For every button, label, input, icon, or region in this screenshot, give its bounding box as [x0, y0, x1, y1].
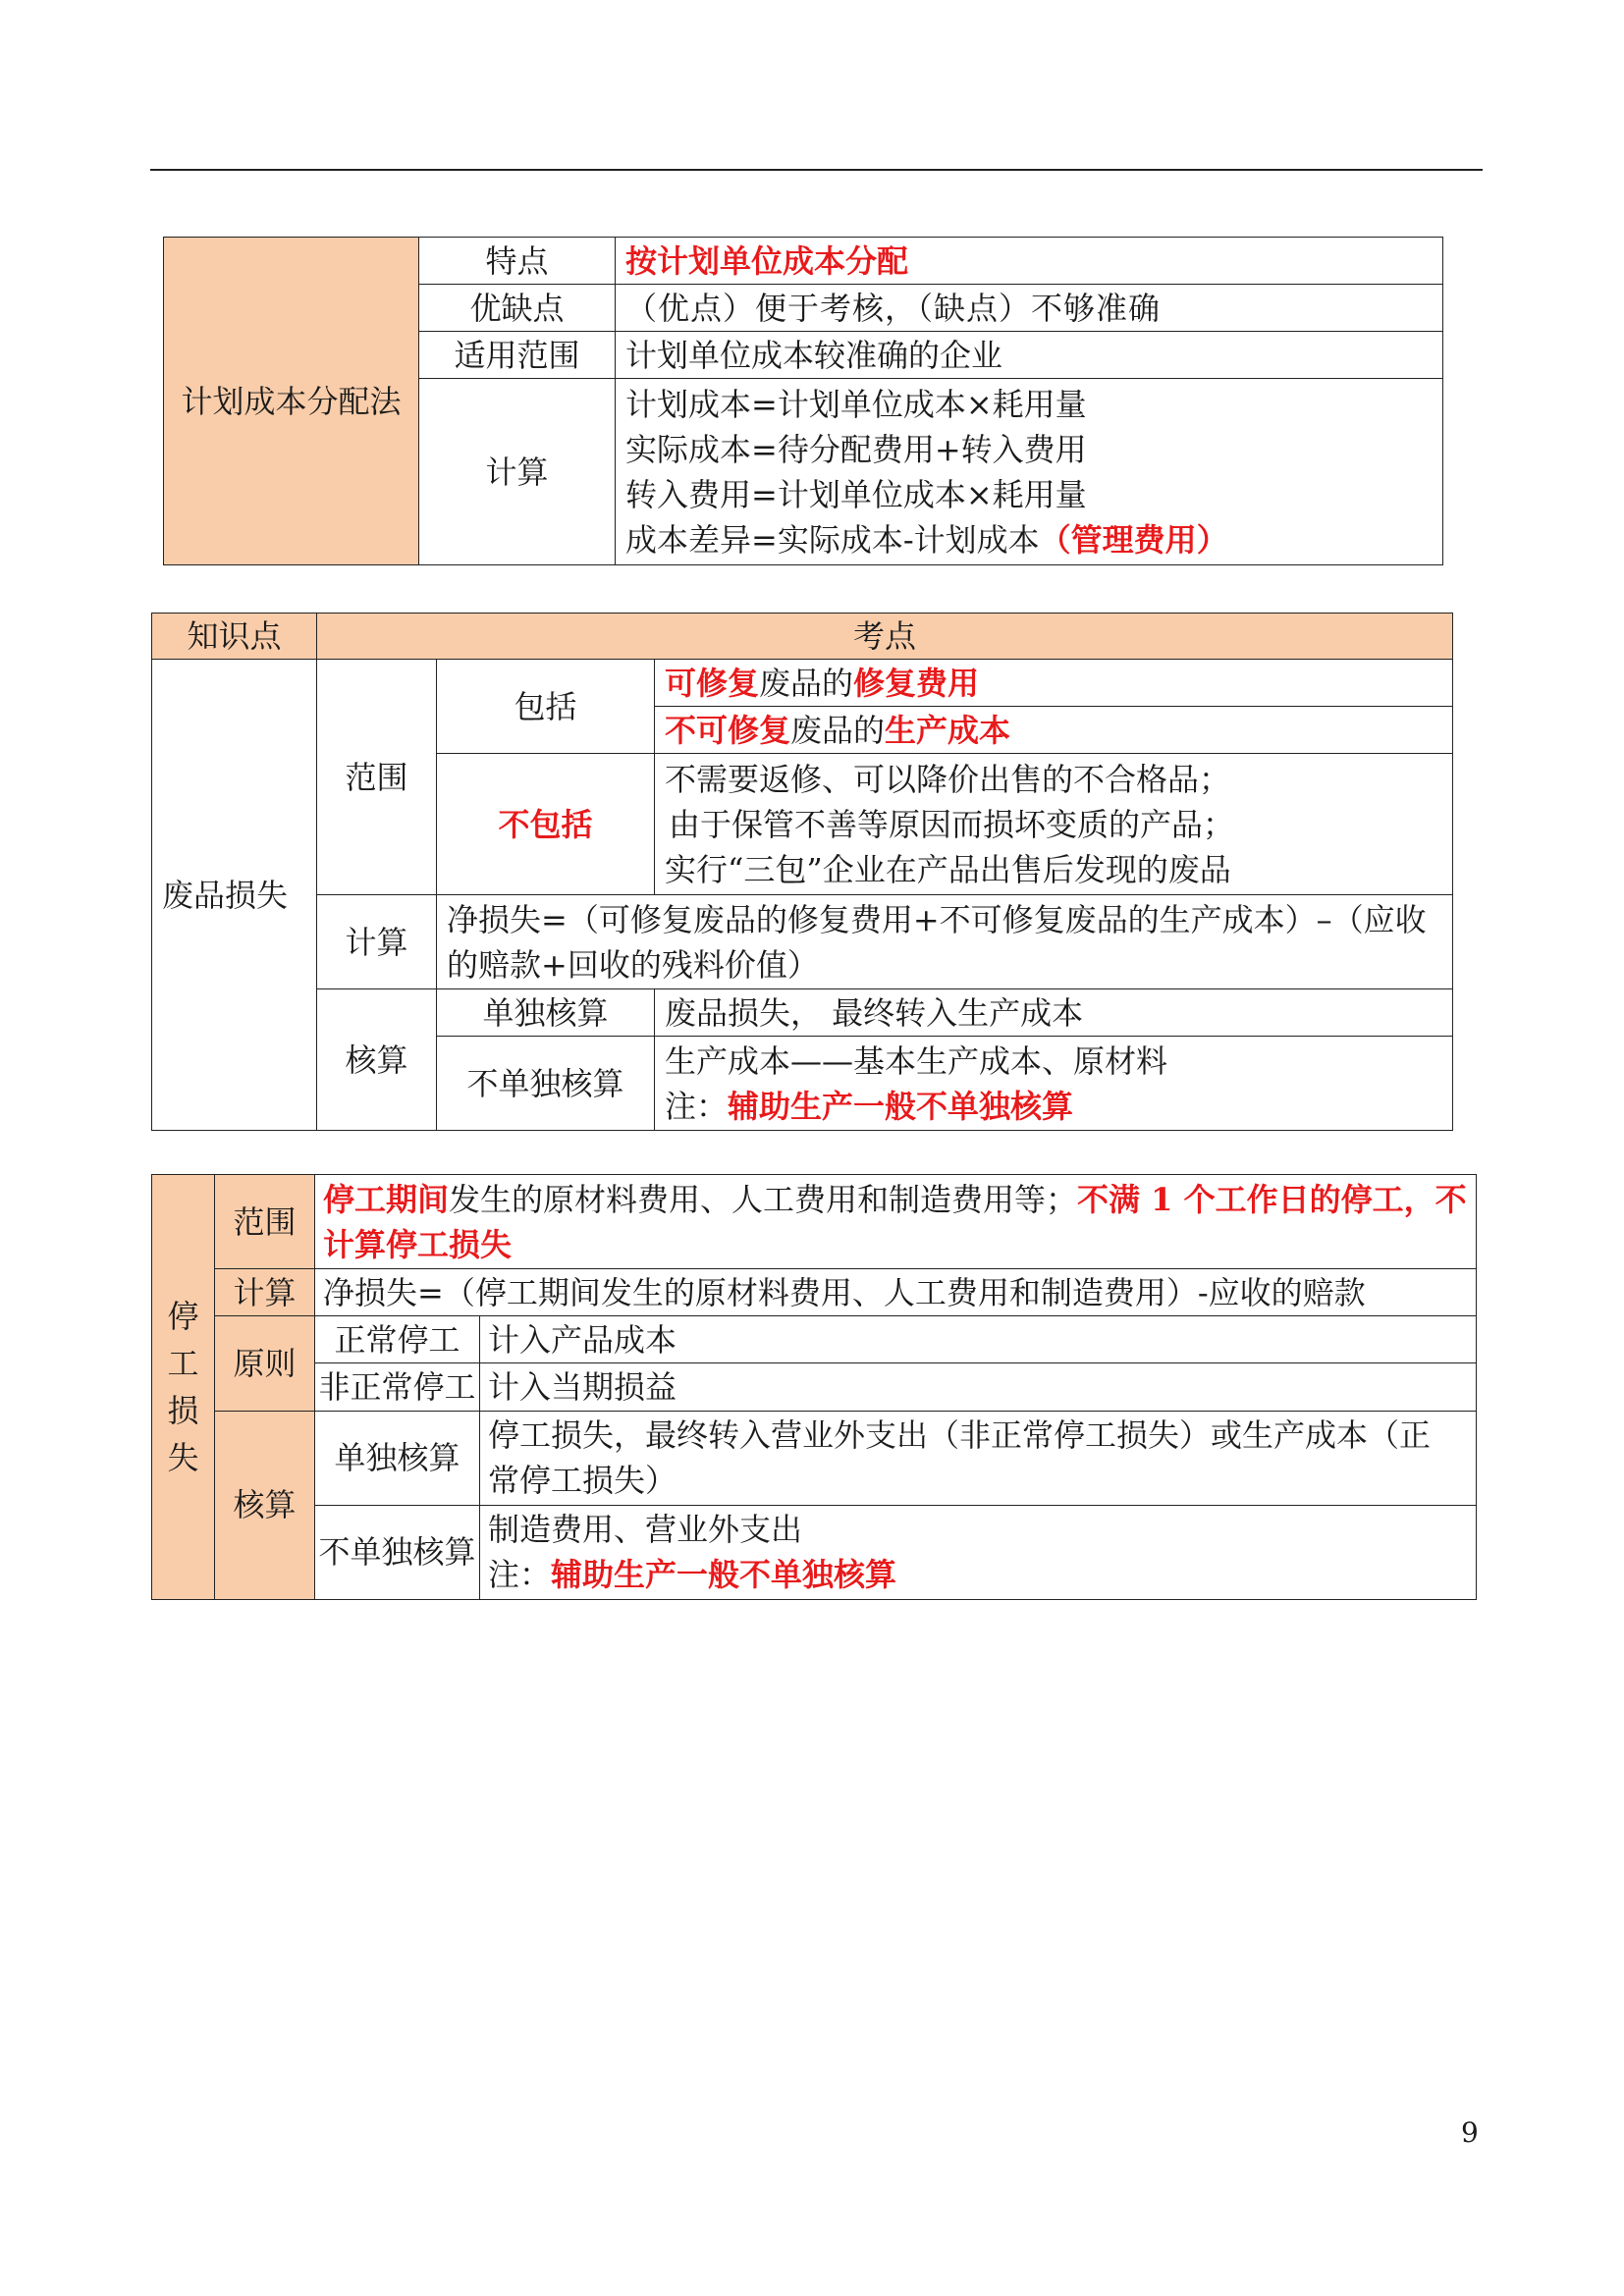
- calc-line: 转入费用=计划单位成本×耗用量: [625, 475, 1087, 513]
- row-value: 按计划单位成本分配: [616, 238, 1443, 285]
- shutdown-loss-title: 停 工 损 失: [152, 1175, 215, 1600]
- row-label: 计算: [419, 379, 616, 565]
- row-label: 优缺点: [419, 285, 616, 332]
- separate-value: 停工损失，最终转入营业外支出（非正常停工损失）或生产成本（正 常停工损失）: [480, 1411, 1477, 1505]
- calc-line: 实际成本=待分配费用+转入费用: [625, 430, 1087, 468]
- exclude-item: 由于保管不善等原因而损坏变质的产品；: [669, 805, 1235, 843]
- separate-label: 单独核算: [437, 989, 655, 1037]
- nonseparate-value: 生产成本——基本生产成本、原材料 注：辅助生产一般不单独核算: [655, 1037, 1453, 1131]
- row-value: 计划单位成本较准确的企业: [616, 332, 1443, 379]
- page-number: 9: [1461, 2116, 1479, 2149]
- scope-label: 范围: [215, 1175, 315, 1269]
- scope-text: 停工期间发生的原材料费用、人工费用和制造费用等；不满 1 个工作日的停工，不 计算停工损失: [315, 1175, 1477, 1269]
- exclude-item: 不需要返修、可以降价出售的不合格品；: [665, 760, 1231, 798]
- separate-label: 单独核算: [315, 1411, 480, 1505]
- planned-cost-title: 计划成本分配法: [164, 238, 419, 565]
- accounting-label: 核算: [215, 1411, 315, 1599]
- calc-lines: [616, 379, 1443, 565]
- planned-cost-table: [163, 237, 1443, 565]
- calc-highlight: （管理费用）: [1039, 520, 1228, 559]
- principle-label: 原则: [215, 1316, 315, 1411]
- separate-value: 废品损失， 最终转入生产成本: [655, 989, 1453, 1037]
- calc-line: 计划成本=计划单位成本×耗用量: [625, 385, 1087, 423]
- header-rule: [150, 169, 1483, 171]
- calc-text: 净损失=（停工期间发生的原材料费用、人工费用和制造费用）-应收的赔款: [315, 1269, 1477, 1316]
- note-text: 辅助生产一般不单独核算: [728, 1087, 1074, 1125]
- scrap-loss-title: 废品损失: [152, 660, 317, 1131]
- row-label: 适用范围: [419, 332, 616, 379]
- calc-label: 计算: [215, 1269, 315, 1316]
- normal-value: 计入产品成本: [480, 1316, 1477, 1363]
- exclude-item: 实行“三包”企业在产品出售后发现的废品: [665, 850, 1231, 888]
- exclude-list: [655, 754, 1453, 895]
- include-label: 包括: [437, 660, 655, 754]
- nonseparate-label: 不单独核算: [437, 1037, 655, 1131]
- header-exam-point: 考点: [317, 614, 1453, 660]
- include-item: 可修复废品的修复费用: [655, 660, 1453, 707]
- include-item: 不可修复废品的生产成本: [655, 707, 1453, 754]
- abnormal-label: 非正常停工: [315, 1363, 480, 1411]
- note-text: 辅助生产一般不单独核算: [551, 1556, 897, 1594]
- shutdown-loss-table: [151, 1174, 1477, 1600]
- nonseparate-label: 不单独核算: [315, 1505, 480, 1599]
- header-knowledge-point: 知识点: [152, 614, 317, 660]
- calc-line: 成本差异=实际成本-计划成本（管理费用）: [625, 520, 1228, 559]
- row-label: 特点: [419, 238, 616, 285]
- calc-label: 计算: [317, 895, 437, 989]
- nonseparate-value: 制造费用、营业外支出 注：辅助生产一般不单独核算: [480, 1505, 1477, 1599]
- normal-label: 正常停工: [315, 1316, 480, 1363]
- abnormal-value: 计入当期损益: [480, 1363, 1477, 1411]
- scrap-loss-table: [151, 613, 1453, 1131]
- scope-label: 范围: [317, 660, 437, 895]
- accounting-label: 核算: [317, 989, 437, 1131]
- row-value: （优点）便于考核，（缺点）不够准确: [616, 285, 1443, 332]
- exclude-label: 不包括: [437, 754, 655, 895]
- calc-text: 净损失=（可修复废品的修复费用+不可修复废品的生产成本）–（应收 的赔款+回收的残料价值）: [437, 895, 1453, 989]
